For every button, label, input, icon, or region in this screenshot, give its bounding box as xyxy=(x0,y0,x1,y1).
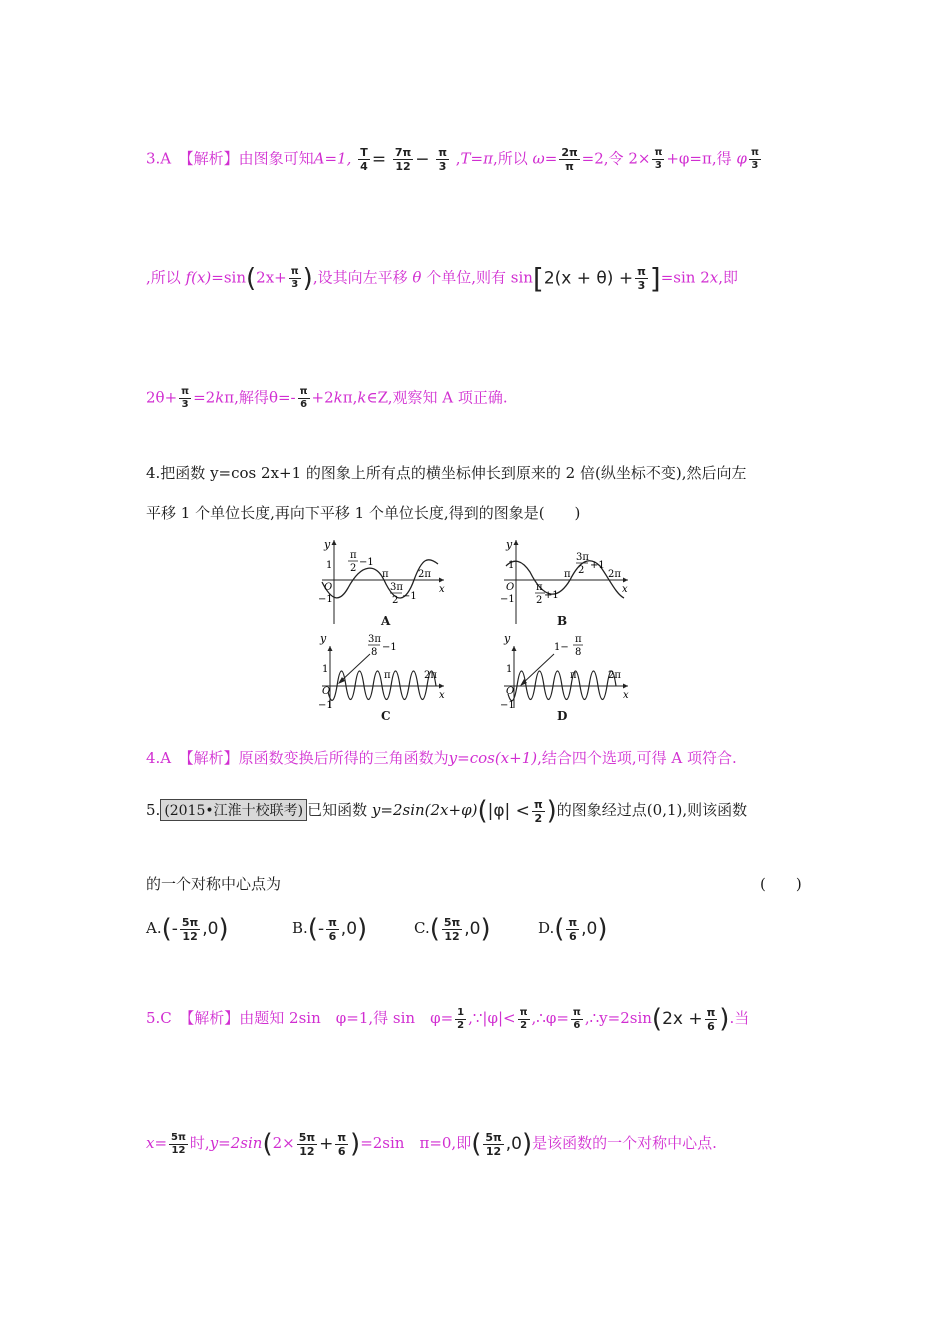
q3-text: ,所以 xyxy=(492,149,528,168)
svg-text:−1: −1 xyxy=(500,700,515,710)
fraction-pi-3: $\frac{\pi}{3}$ xyxy=(181,386,190,410)
q3-inner: 2x+ xyxy=(256,268,287,287)
fraction-1-2: $\frac{1}{2}$ xyxy=(457,1006,465,1031)
omega: ω= xyxy=(532,149,558,168)
svg-text:π: π xyxy=(384,670,391,681)
fraction-2pi-pi: $\frac{2\pi}{\pi}$ xyxy=(561,146,578,173)
q3-text: ,设其向左平移 xyxy=(312,268,408,287)
q3-answer-line3 xyxy=(146,386,508,411)
fraction-pi-3: $\frac{\pi}{3}$ xyxy=(438,146,447,173)
point-tail: ,0 xyxy=(505,1134,522,1154)
bracket-close: ] xyxy=(649,262,661,295)
graph-c-svg xyxy=(318,632,448,710)
q3-prefix: 3.A 【解析】由图象可知 xyxy=(146,149,314,168)
svg-text:3π: 3π xyxy=(390,582,403,593)
q4-answer-expr: y=cos(x+1) xyxy=(448,749,538,767)
fraction-pi-6: $\frac{\pi}{6}$ xyxy=(337,1130,347,1158)
option-tail: ,0 xyxy=(464,919,481,939)
q3-text: 2θ+ xyxy=(146,388,178,407)
paren-open: ( xyxy=(429,914,440,944)
svg-text:O: O xyxy=(322,686,331,697)
option-tail: ,0 xyxy=(340,919,358,939)
svg-text:3π: 3π xyxy=(368,634,381,645)
paren-open: ( xyxy=(246,263,257,294)
q5-answer-line1 xyxy=(146,1004,749,1034)
option-tail: ,0 xyxy=(581,919,598,939)
fraction-5pi-12: $\frac{5\pi}{12}$ xyxy=(298,1130,316,1158)
svg-text:y: y xyxy=(324,538,331,551)
svg-text:1−: 1− xyxy=(554,642,569,653)
paren-open: ( xyxy=(554,914,565,944)
paren-open: ( xyxy=(307,914,318,944)
plus: + xyxy=(319,1134,334,1154)
q5-option-c[interactable] xyxy=(414,914,491,944)
option-fraction: $\frac{\pi}{6}$ xyxy=(568,915,578,943)
fraction-pi-3: $\frac{\pi}{3}$ xyxy=(654,147,663,171)
q5-line2: 的一个对称中心点为 xyxy=(146,875,282,893)
q5-answer-text: ,∵|φ|< xyxy=(468,1009,516,1027)
option-fraction: $\frac{5\pi}{12}$ xyxy=(181,915,199,943)
option-label: B. xyxy=(292,919,308,937)
q3-text: 个单位,则有 sin xyxy=(426,268,533,287)
svg-text:2: 2 xyxy=(578,565,585,576)
fraction-t-4: $\frac{T}{4}$ xyxy=(360,146,368,173)
q4-line2: 平移 1 个单位长度,再向下平移 1 个单位长度,得到的图象是( ) xyxy=(146,504,581,522)
x-eq: x= xyxy=(146,1134,168,1152)
bracket-open: [ xyxy=(532,262,544,295)
graph-b-label: B xyxy=(557,614,568,628)
paren-close: ) xyxy=(719,1004,730,1034)
fraction-pi-6: $\frac{\pi}{6}$ xyxy=(572,1006,581,1031)
q5-answer-line2 xyxy=(146,1129,717,1159)
svg-text:O: O xyxy=(506,582,515,593)
paren-close: ) xyxy=(546,796,557,826)
graph-c-label: C xyxy=(381,709,391,723)
option-tail: ,0 xyxy=(202,919,219,939)
svg-text:π: π xyxy=(564,569,571,580)
svg-text:2π: 2π xyxy=(418,569,431,580)
q5-answer-inner: 2× xyxy=(272,1134,295,1152)
fraction-5pi-12: $\frac{5\pi}{12}$ xyxy=(485,1130,502,1158)
paren-close: ) xyxy=(357,914,368,944)
source-tag: (2015•江淮十校联考) xyxy=(160,799,307,821)
option-label: A. xyxy=(146,919,162,937)
svg-text:+1: +1 xyxy=(544,590,559,601)
svg-text:π: π xyxy=(350,550,357,561)
graph-d xyxy=(500,632,632,710)
option-label: D. xyxy=(538,919,555,937)
svg-text:8: 8 xyxy=(371,647,378,658)
q5-answer-text: 时, xyxy=(189,1134,210,1152)
q5-answer-text: ,∴y=2sin xyxy=(584,1009,652,1027)
q5-text: 的图象经过点(0,1),则该函数 xyxy=(556,801,748,819)
paren-close: ) xyxy=(218,914,229,944)
q5-answer-prefix: 5.C 【解析】由题知 2sin φ=1,得 sin φ= xyxy=(146,1009,454,1027)
k-var: k xyxy=(333,388,343,407)
svg-text:π: π xyxy=(575,634,582,645)
q3-text: =2,令 2× xyxy=(581,149,651,168)
q3-text: +2 xyxy=(311,388,334,407)
q5-answer-inner: 2x + xyxy=(662,1009,703,1029)
paren-close: ) xyxy=(302,263,313,294)
svg-text:2π: 2π xyxy=(424,670,437,681)
option-sign: - xyxy=(317,919,325,939)
fraction-pi-2: $\frac{\pi}{2}$ xyxy=(533,797,543,825)
option-fraction: $\frac{5\pi}{12}$ xyxy=(443,915,461,943)
q5-expr: y=2sin(2x+φ) xyxy=(371,801,478,819)
q3-t-eq: T=π xyxy=(460,149,493,168)
q3-text: +φ=π,得 xyxy=(666,149,732,168)
graph-a-label: A xyxy=(381,614,391,628)
svg-text:2: 2 xyxy=(536,595,543,606)
svg-text:−1: −1 xyxy=(318,700,333,710)
svg-text:−1: −1 xyxy=(382,642,397,653)
paren-close: ) xyxy=(350,1129,361,1159)
q5-text: 已知函数 xyxy=(307,801,368,819)
fraction-7pi-12: $\frac{7\pi}{12}$ xyxy=(394,146,412,173)
fraction-pi-6: $\frac{\pi}{6}$ xyxy=(706,1005,716,1033)
q3-text: =2 xyxy=(193,388,216,407)
svg-text:x: x xyxy=(622,584,628,595)
svg-text:x: x xyxy=(439,690,445,701)
q3-a-eq: A=1, xyxy=(313,149,352,168)
svg-text:1: 1 xyxy=(326,560,333,571)
q3-text: ∈Z,观察知 A 项正确. xyxy=(366,388,508,407)
svg-text:π: π xyxy=(570,670,577,681)
svg-text:2π: 2π xyxy=(608,569,621,580)
svg-text:−1: −1 xyxy=(318,594,333,605)
x-var: x xyxy=(709,268,719,287)
q4-line1: 4.把函数 y=cos 2x+1 的图象上所有点的横坐标伸长到原来的 2 倍(纵坐标不变),然后向左 xyxy=(146,464,747,482)
svg-text:2: 2 xyxy=(392,595,399,606)
paren-open: ( xyxy=(651,1004,663,1034)
svg-text:−1: −1 xyxy=(500,594,515,605)
svg-text:1: 1 xyxy=(506,664,513,675)
paren-open: ( xyxy=(477,796,488,826)
q5-blank: ( ) xyxy=(760,875,802,893)
q5-answer-text: ,∴φ= xyxy=(531,1009,569,1027)
option-fraction: $\frac{\pi}{6}$ xyxy=(328,915,337,943)
svg-text:O: O xyxy=(506,686,515,697)
option-label: C. xyxy=(414,919,430,937)
q5-option-d[interactable] xyxy=(538,914,608,944)
fx: f(x) xyxy=(185,268,212,287)
paren-open: ( xyxy=(262,1129,273,1159)
bracket-expr: 2(x + θ) + xyxy=(543,268,634,289)
q3-answer-line1 xyxy=(146,146,763,173)
y-eq: y=2sin xyxy=(209,1134,263,1152)
q5-number: 5. xyxy=(146,801,161,819)
q3-text: π, xyxy=(342,388,358,407)
svg-text:π: π xyxy=(382,569,389,580)
graph-d-svg xyxy=(500,632,632,710)
svg-text:x: x xyxy=(623,690,629,701)
fraction-pi-3: $\frac{\pi}{3}$ xyxy=(750,147,759,171)
q5-answer-text: =2sin π=0,即 xyxy=(360,1134,472,1152)
q5-line1 xyxy=(146,796,747,826)
q3-text: ,所以 xyxy=(146,268,181,287)
q5-answer-text: 是该函数的一个对称中心点. xyxy=(532,1134,717,1152)
fraction-5pi-12: $\frac{5\pi}{12}$ xyxy=(171,1131,186,1156)
paren-open: ( xyxy=(161,914,172,944)
svg-text:O: O xyxy=(324,582,333,593)
svg-text:−1: −1 xyxy=(359,557,374,568)
q4-answer xyxy=(146,747,737,768)
graph-c xyxy=(318,632,448,710)
q3-answer-line2 xyxy=(146,262,738,295)
equals: = xyxy=(371,149,387,170)
svg-text:1: 1 xyxy=(508,560,515,571)
q3-text: ,即 xyxy=(718,268,739,287)
svg-text:+1: +1 xyxy=(590,560,605,571)
graph-d-label: D xyxy=(557,709,568,723)
svg-text:8: 8 xyxy=(575,647,582,658)
svg-text:1: 1 xyxy=(322,664,329,675)
q3-text: =sin xyxy=(211,268,247,287)
q5-option-b[interactable] xyxy=(292,914,367,944)
option-sign: - xyxy=(171,919,178,939)
k-var: k xyxy=(357,388,367,407)
svg-text:3π: 3π xyxy=(576,552,589,563)
q3-text: π,解得 xyxy=(224,388,269,407)
paren-close: ) xyxy=(480,914,491,944)
svg-text:y: y xyxy=(506,538,513,551)
paren-close: ) xyxy=(597,914,608,944)
phi: φ xyxy=(736,149,747,168)
svg-text:2: 2 xyxy=(350,563,357,574)
minus: − xyxy=(415,149,430,170)
fraction-pi-2: $\frac{\pi}{2}$ xyxy=(519,1006,528,1031)
fraction-pi-6: $\frac{\pi}{6}$ xyxy=(299,386,308,410)
svg-text:y: y xyxy=(504,632,511,645)
svg-text:π: π xyxy=(536,582,543,593)
fraction-pi-3: $\frac{\pi}{3}$ xyxy=(637,265,646,292)
q3-text: =sin 2 xyxy=(660,268,710,287)
q4-answer-prefix: 4.A 【解析】原函数变换后所得的三角函数为 xyxy=(146,749,449,767)
svg-text:2π: 2π xyxy=(608,670,621,681)
theta-eq: θ=- xyxy=(268,388,296,407)
theta: θ xyxy=(412,268,422,287)
q4-answer-suffix: ,结合四个选项,可得 A 项符合. xyxy=(537,749,737,767)
paren-close: ) xyxy=(521,1129,533,1159)
q5-cond: |φ| < xyxy=(487,801,530,821)
q5-answer-text: .当 xyxy=(729,1009,750,1027)
svg-text:y: y xyxy=(320,632,327,645)
q5-option-a[interactable] xyxy=(146,914,229,944)
k-var: k xyxy=(215,388,225,407)
paren-open: ( xyxy=(471,1129,482,1159)
fraction-pi-3: $\frac{\pi}{3}$ xyxy=(290,266,299,290)
svg-text:−1: −1 xyxy=(402,591,417,602)
svg-text:x: x xyxy=(439,584,445,595)
q3-text: , xyxy=(455,149,461,168)
